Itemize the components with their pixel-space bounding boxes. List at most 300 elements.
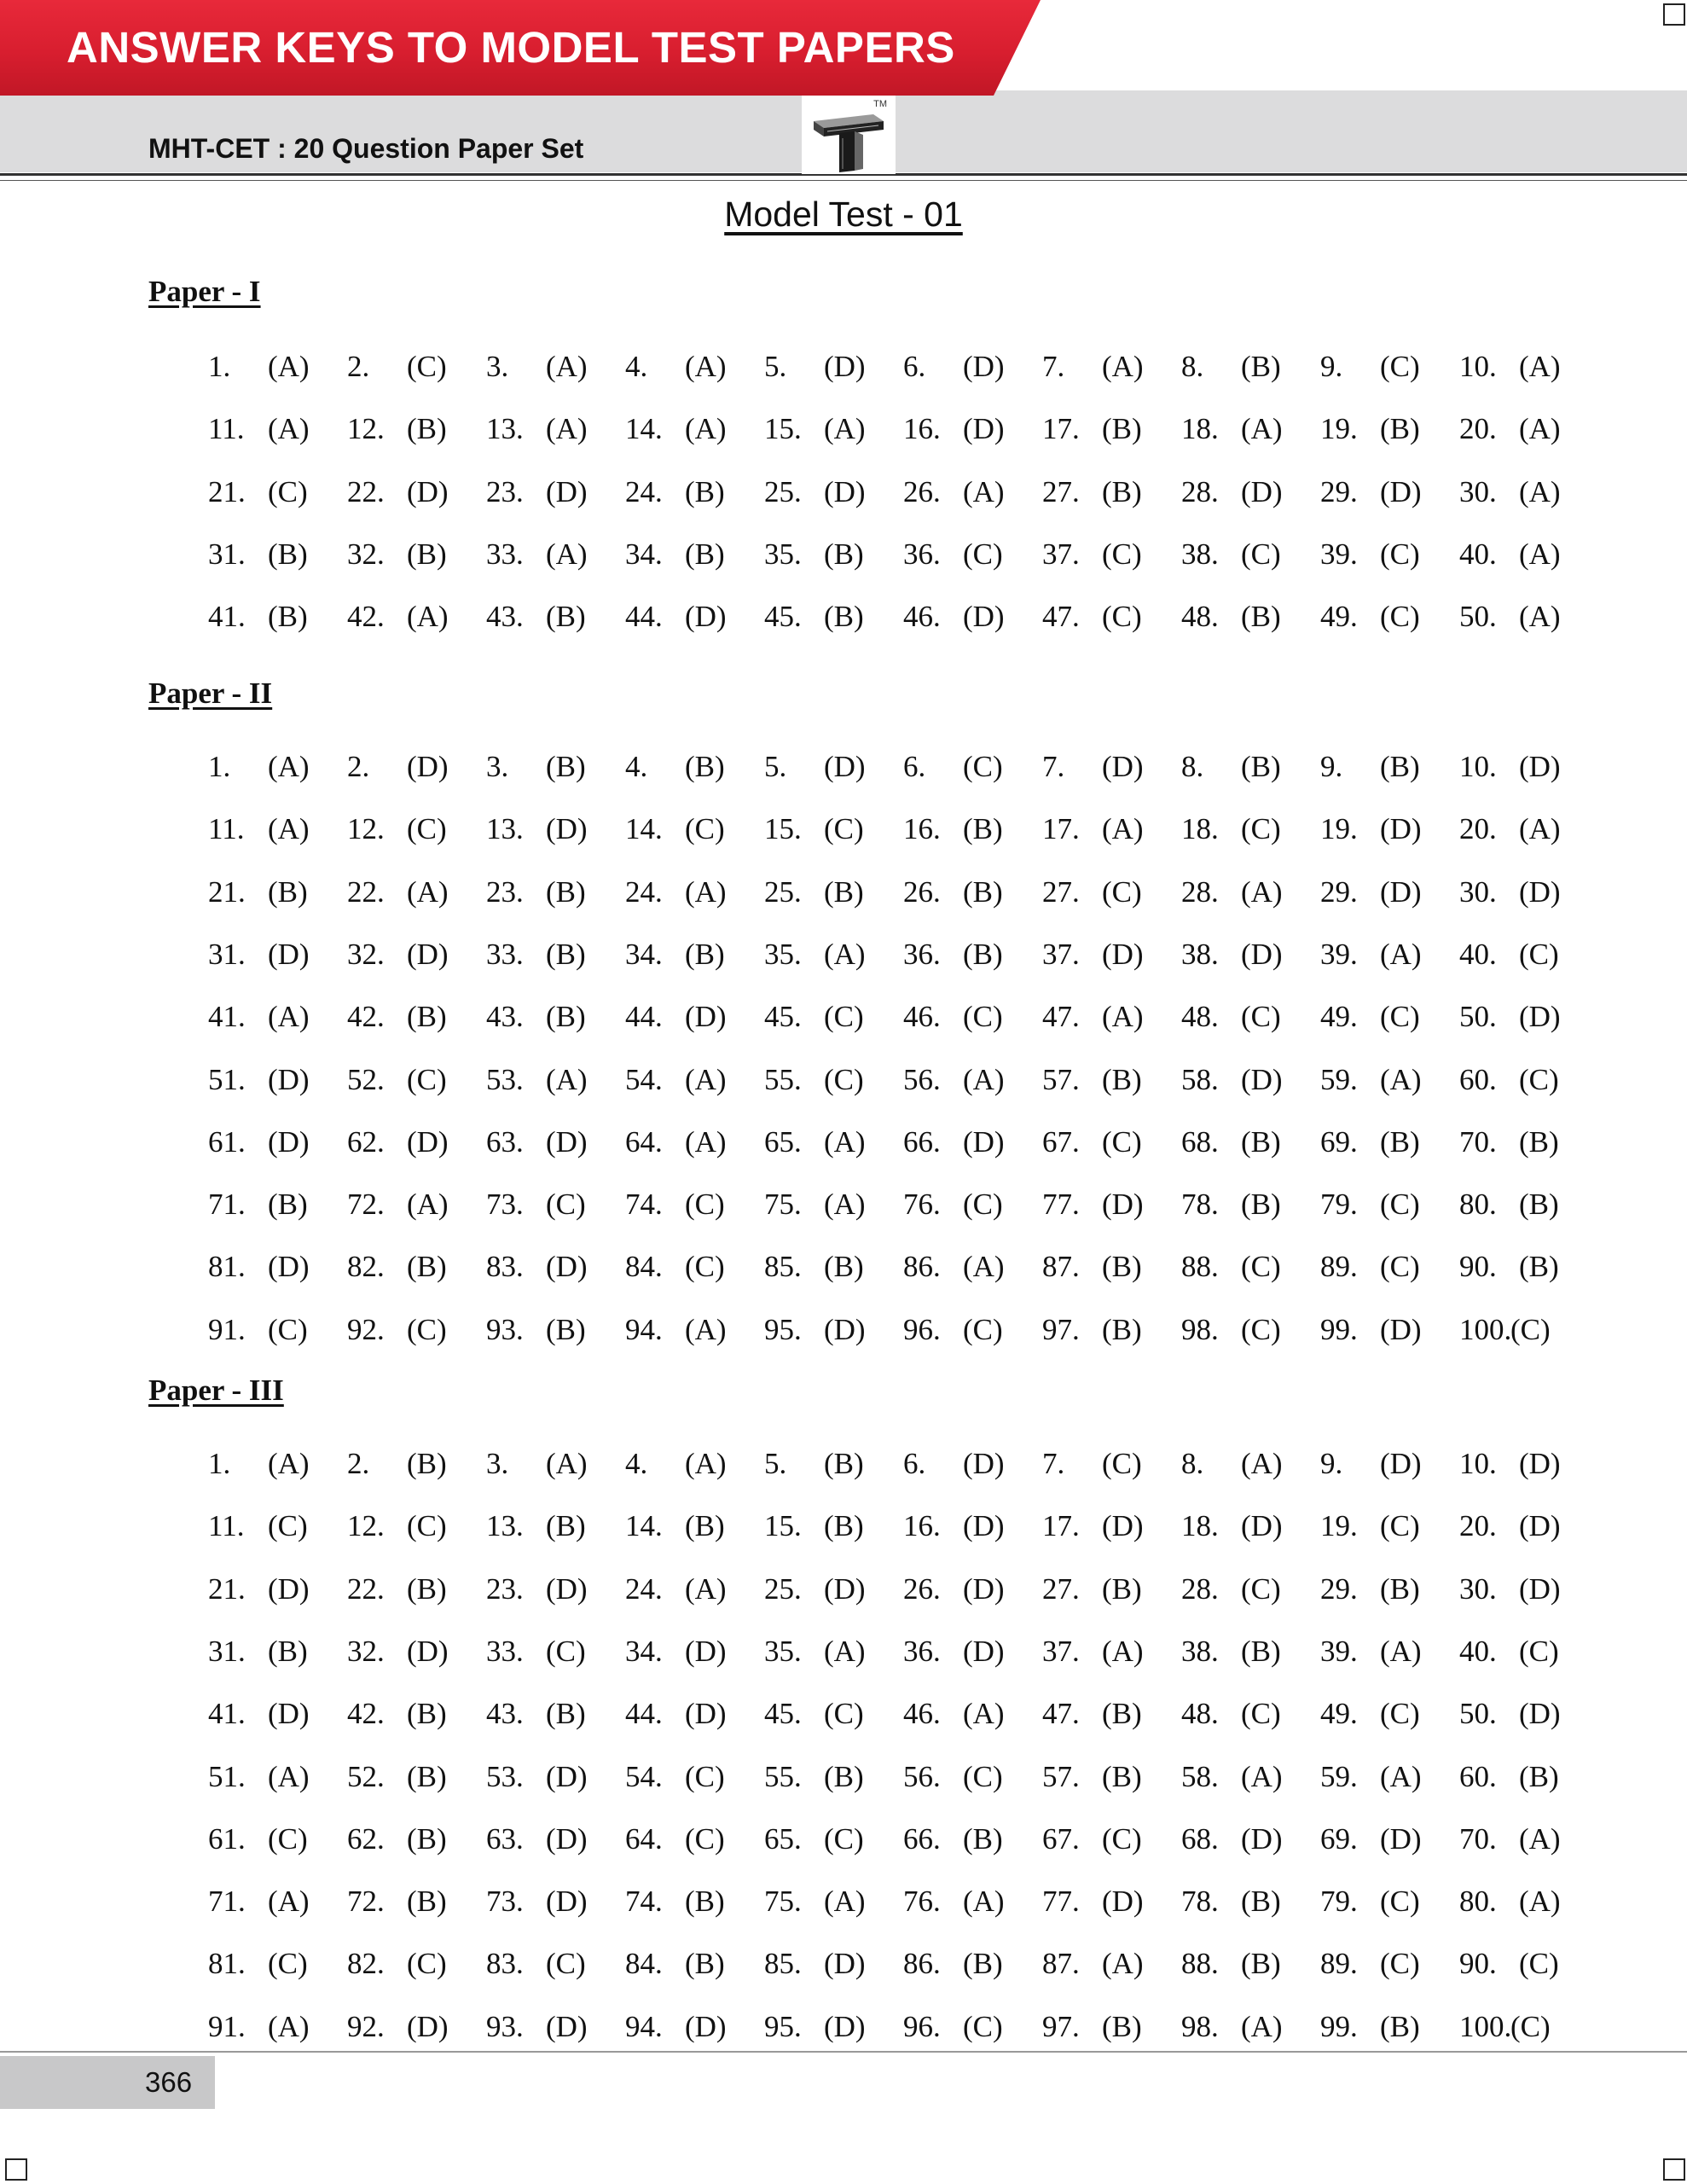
answer-option: (C) <box>1102 875 1142 909</box>
question-number: 43. <box>486 1697 524 1730</box>
question-number: 20. <box>1459 812 1497 845</box>
question-number: 22. <box>347 1572 385 1606</box>
answer-option: (A) <box>1519 600 1561 633</box>
answer-option: (A) <box>685 1313 727 1346</box>
question-number: 48. <box>1181 1000 1219 1033</box>
question-number: 15. <box>764 1509 802 1542</box>
answer-row <box>0 1063 1687 1106</box>
question-number: 63. <box>486 1822 524 1856</box>
question-number: 39. <box>1320 938 1358 971</box>
answer-option: (C) <box>546 1947 586 1980</box>
answer-option: (C) <box>685 1822 725 1856</box>
question-number: 14. <box>625 812 663 845</box>
answer-option: (A) <box>685 412 727 445</box>
answer-option: (B) <box>824 600 864 633</box>
answer-option: (B) <box>1519 1125 1559 1159</box>
answer-option: (C) <box>1380 537 1420 571</box>
question-number: 36. <box>903 537 941 571</box>
question-number: 38. <box>1181 938 1219 971</box>
answer-option: (B) <box>1102 2010 1142 2043</box>
question-number: 2. <box>347 350 370 383</box>
question-number: 70. <box>1459 1125 1497 1159</box>
question-number: 36. <box>903 938 941 971</box>
answer-option: (B) <box>546 1697 586 1730</box>
answer-option: (B) <box>1241 350 1281 383</box>
answer-option: (B) <box>1102 1063 1142 1096</box>
question-number: 58. <box>1181 1063 1219 1096</box>
answer-option: (B) <box>1102 1572 1142 1606</box>
question-number: 51. <box>208 1760 246 1793</box>
answer-option: (A) <box>546 350 588 383</box>
footer-rule <box>0 2051 1687 2053</box>
question-number: 30. <box>1459 875 1497 909</box>
question-number: 94. <box>625 1313 663 1346</box>
question-number: 8. <box>1181 350 1204 383</box>
question-number: 84. <box>625 1947 663 1980</box>
banner-title: ANSWER KEYS TO MODEL TEST PAPERS <box>67 23 955 72</box>
question-number: 17. <box>1042 812 1080 845</box>
question-number: 18. <box>1181 812 1219 845</box>
question-number: 12. <box>347 812 385 845</box>
question-number: 58. <box>1181 1760 1219 1793</box>
question-number: 78. <box>1181 1188 1219 1221</box>
answer-row <box>0 1697 1687 1740</box>
answer-option: (C) <box>546 1188 586 1221</box>
answer-option: (B) <box>685 1947 725 1980</box>
question-number: 74. <box>625 1188 663 1221</box>
question-number: 21. <box>208 1572 246 1606</box>
question-number: 40. <box>1459 938 1497 971</box>
answer-option: (B) <box>1241 600 1281 633</box>
answer-option: (B) <box>546 1000 586 1033</box>
question-number: 90. <box>1459 1250 1497 1283</box>
question-number: 29. <box>1320 475 1358 508</box>
question-number: 42. <box>347 600 385 633</box>
question-number: 55. <box>764 1063 802 1096</box>
question-number: 81. <box>208 1250 246 1283</box>
question-number: 25. <box>764 475 802 508</box>
question-number: 67. <box>1042 1822 1080 1856</box>
answer-option: (B) <box>685 938 725 971</box>
answer-option: (D) <box>1519 1447 1561 1480</box>
question-number: 47. <box>1042 1697 1080 1730</box>
question-number: 83. <box>486 1947 524 1980</box>
answer-option: (A) <box>1519 412 1561 445</box>
question-number: 48. <box>1181 600 1219 633</box>
question-number: 83. <box>486 1250 524 1283</box>
answer-option: (D) <box>1102 1885 1144 1918</box>
answer-row <box>0 600 1687 642</box>
answer-option: (C) <box>268 1313 308 1346</box>
answer-row <box>0 875 1687 918</box>
question-number: 72. <box>347 1885 385 1918</box>
answer-option: (A) <box>1380 1760 1422 1793</box>
question-number: 1. <box>208 1447 231 1480</box>
trademark-mark: TM <box>873 99 887 109</box>
question-number: 93. <box>486 2010 524 2043</box>
question-number: 42. <box>347 1697 385 1730</box>
question-number: 27. <box>1042 875 1080 909</box>
question-number: 94. <box>625 2010 663 2043</box>
answer-option: (D) <box>268 1250 310 1283</box>
answer-option: (B) <box>407 1885 447 1918</box>
question-number: 96. <box>903 2010 941 2043</box>
answer-option: (C) <box>268 475 308 508</box>
question-number: 35. <box>764 537 802 571</box>
answer-option: (B) <box>685 475 725 508</box>
question-number: 92. <box>347 1313 385 1346</box>
answer-option: (B) <box>1380 1125 1420 1159</box>
question-number: 15. <box>764 812 802 845</box>
question-number: 45. <box>764 1000 802 1033</box>
answer-option: (D) <box>963 1509 1005 1542</box>
answer-option: (D) <box>1519 1572 1561 1606</box>
answer-option: (D) <box>824 1572 866 1606</box>
question-number: 19. <box>1320 812 1358 845</box>
answer-option: (A) <box>824 1125 866 1159</box>
answer-option: (C) <box>1241 1000 1281 1033</box>
question-number: 48. <box>1181 1697 1219 1730</box>
question-number: 6. <box>903 750 926 783</box>
question-number: 28. <box>1181 875 1219 909</box>
answer-option: (B) <box>963 1947 1003 1980</box>
answer-option: (B) <box>963 812 1003 845</box>
answer-option: (C) <box>1519 938 1559 971</box>
paper-heading: Paper - I <box>148 275 261 308</box>
question-number: 10. <box>1459 1447 1497 1480</box>
answer-row <box>0 1000 1687 1043</box>
answer-option: (C) <box>1380 1697 1420 1730</box>
question-number: 97. <box>1042 2010 1080 2043</box>
question-number: 49. <box>1320 600 1358 633</box>
question-number: 25. <box>764 1572 802 1606</box>
question-number: 55. <box>764 1760 802 1793</box>
question-number: 22. <box>347 875 385 909</box>
answer-option: (A) <box>1519 1885 1561 1918</box>
question-number: 35. <box>764 1635 802 1668</box>
answer-option: (D) <box>407 1635 449 1668</box>
question-number: 61. <box>208 1125 246 1159</box>
question-number: 63. <box>486 1125 524 1159</box>
answer-option: (B) <box>824 537 864 571</box>
answer-option: (D) <box>1380 1447 1422 1480</box>
answer-option: (D) <box>1241 1063 1283 1096</box>
crop-mark-top-right <box>1663 3 1685 26</box>
question-number: 37. <box>1042 537 1080 571</box>
question-number: 26. <box>903 1572 941 1606</box>
question-number: 60. <box>1459 1063 1497 1096</box>
answer-option: (B) <box>546 1313 586 1346</box>
answer-option: (D) <box>546 475 588 508</box>
question-number: 85. <box>764 1947 802 1980</box>
answer-option: (B) <box>407 1572 447 1606</box>
question-number: 4. <box>625 1447 648 1480</box>
question-number: 4. <box>625 350 648 383</box>
question-number: 15. <box>764 412 802 445</box>
question-number: 13. <box>486 812 524 845</box>
question-number: 40. <box>1459 537 1497 571</box>
paper-heading: Paper - II <box>148 677 273 710</box>
question-number: 35. <box>764 938 802 971</box>
question-number: 16. <box>903 1509 941 1542</box>
question-number: 64. <box>625 1125 663 1159</box>
answer-row <box>0 1125 1687 1168</box>
question-number: 72. <box>347 1188 385 1221</box>
answer-option: (C) <box>1380 350 1420 383</box>
question-number: 19. <box>1320 412 1358 445</box>
answer-option: (A) <box>546 537 588 571</box>
answer-option: (A) <box>1380 1635 1422 1668</box>
answer-option: (B) <box>407 1760 447 1793</box>
question-number: 14. <box>625 1509 663 1542</box>
question-number: 89. <box>1320 1250 1358 1283</box>
question-number: 73. <box>486 1885 524 1918</box>
question-number: 80. <box>1459 1188 1497 1221</box>
answer-option: (D) <box>546 1250 588 1283</box>
answer-option: (B) <box>546 600 586 633</box>
question-number: 50. <box>1459 1000 1497 1033</box>
answer-option: (A) <box>407 875 449 909</box>
answer-row <box>0 1447 1687 1490</box>
question-number: 9. <box>1320 350 1343 383</box>
answer-option: (C) <box>1519 1635 1559 1668</box>
question-number: 12. <box>347 1509 385 1542</box>
question-number: 12. <box>347 412 385 445</box>
answer-option: (D) <box>546 1822 588 1856</box>
question-number: 49. <box>1320 1000 1358 1033</box>
question-number: 2. <box>347 1447 370 1480</box>
answer-option: (C) <box>407 1947 447 1980</box>
answer-option: (D) <box>407 2010 449 2043</box>
answer-option: (D) <box>1241 938 1283 971</box>
question-number: 88. <box>1181 1250 1219 1283</box>
answer-option: (D) <box>963 350 1005 383</box>
question-number: 17. <box>1042 412 1080 445</box>
answer-option: (D) <box>685 2010 727 2043</box>
answer-option: (C) <box>407 1509 447 1542</box>
question-number: 31. <box>208 938 246 971</box>
answer-option: (B) <box>268 1188 308 1221</box>
answer-option: (A) <box>268 1447 310 1480</box>
question-number: 59. <box>1320 1063 1358 1096</box>
question-number: 95. <box>764 1313 802 1346</box>
answer-option: (A) <box>1380 1063 1422 1096</box>
question-number: 85. <box>764 1250 802 1283</box>
question-number: 33. <box>486 938 524 971</box>
answer-option: (A) <box>268 412 310 445</box>
answer-option: (B) <box>1241 1188 1281 1221</box>
answer-option: (B) <box>824 1509 864 1542</box>
answer-option: (C) <box>1380 600 1420 633</box>
answer-option: (D) <box>1519 1509 1561 1542</box>
answer-option: (A) <box>963 475 1005 508</box>
question-number: 56. <box>903 1760 941 1793</box>
answer-option: (D) <box>407 750 449 783</box>
answer-option: (D) <box>546 1572 588 1606</box>
question-number: 37. <box>1042 1635 1080 1668</box>
answer-row <box>0 1250 1687 1292</box>
answer-row <box>0 1313 1687 1356</box>
answer-option: (C) <box>1102 1447 1142 1480</box>
answer-option: (A) <box>1519 1822 1561 1856</box>
answer-option: (B) <box>824 1250 864 1283</box>
answer-option: (D) <box>1380 875 1422 909</box>
question-number: 14. <box>625 412 663 445</box>
answer-option: (A) <box>824 1885 866 1918</box>
answer-option: (A) <box>1519 537 1561 571</box>
question-number: 77. <box>1042 1885 1080 1918</box>
answer-option: (A) <box>685 875 727 909</box>
answer-option: (B) <box>407 1000 447 1033</box>
answer-option: (D) <box>1380 812 1422 845</box>
answer-option: (C) <box>824 1000 864 1033</box>
answer-option: (C) <box>1102 1822 1142 1856</box>
answer-option: (B) <box>407 1697 447 1730</box>
answer-option: (A) <box>268 812 310 845</box>
answer-option: (B) <box>1241 1885 1281 1918</box>
answer-option: (B) <box>1241 1635 1281 1668</box>
answer-option: (D) <box>1102 750 1144 783</box>
answer-option: (C) <box>1510 1313 1551 1346</box>
answer-option: (A) <box>407 1188 449 1221</box>
answer-option: (A) <box>268 1885 310 1918</box>
question-number: 62. <box>347 1822 385 1856</box>
answer-option: (C) <box>407 350 447 383</box>
question-number: 7. <box>1042 750 1065 783</box>
question-number: 68. <box>1181 1822 1219 1856</box>
question-number: 100. <box>1459 1313 1512 1346</box>
question-number: 79. <box>1320 1885 1358 1918</box>
question-number: 41. <box>208 600 246 633</box>
answer-row <box>0 812 1687 855</box>
answer-option: (D) <box>685 1000 727 1033</box>
answer-option: (D) <box>824 1313 866 1346</box>
answer-option: (B) <box>824 1447 864 1480</box>
answer-option: (A) <box>824 1188 866 1221</box>
question-number: 67. <box>1042 1125 1080 1159</box>
answer-option: (A) <box>963 1697 1005 1730</box>
answer-option: (D) <box>1380 1313 1422 1346</box>
answer-option: (A) <box>824 938 866 971</box>
question-number: 17. <box>1042 1509 1080 1542</box>
answer-row <box>0 750 1687 793</box>
question-number: 75. <box>764 1885 802 1918</box>
answer-option: (A) <box>1102 350 1144 383</box>
question-number: 80. <box>1459 1885 1497 1918</box>
answer-option: (D) <box>407 475 449 508</box>
answer-option: (D) <box>963 600 1005 633</box>
question-number: 40. <box>1459 1635 1497 1668</box>
answer-option: (C) <box>407 1063 447 1096</box>
question-number: 24. <box>625 475 663 508</box>
answer-option: (B) <box>1380 1572 1420 1606</box>
question-number: 42. <box>347 1000 385 1033</box>
question-number: 18. <box>1181 412 1219 445</box>
question-number: 28. <box>1181 1572 1219 1606</box>
question-number: 74. <box>625 1885 663 1918</box>
answer-option: (A) <box>1241 412 1283 445</box>
answer-option: (B) <box>1102 1313 1142 1346</box>
answer-option: (B) <box>963 1822 1003 1856</box>
question-number: 50. <box>1459 600 1497 633</box>
answer-option: (B) <box>268 875 308 909</box>
answer-option: (B) <box>1519 1188 1559 1221</box>
answer-option: (B) <box>407 412 447 445</box>
question-number: 5. <box>764 350 787 383</box>
question-number: 73. <box>486 1188 524 1221</box>
answer-option: (A) <box>1380 938 1422 971</box>
answer-option: (A) <box>546 412 588 445</box>
question-number: 53. <box>486 1063 524 1096</box>
answer-option: (D) <box>963 1125 1005 1159</box>
answer-option: (C) <box>1102 537 1142 571</box>
answer-option: (A) <box>685 1125 727 1159</box>
question-number: 16. <box>903 412 941 445</box>
question-number: 8. <box>1181 1447 1204 1480</box>
question-number: 34. <box>625 938 663 971</box>
question-number: 23. <box>486 475 524 508</box>
answer-option: (D) <box>963 1635 1005 1668</box>
question-number: 1. <box>208 750 231 783</box>
question-number: 53. <box>486 1760 524 1793</box>
answer-option: (C) <box>1241 1572 1281 1606</box>
answer-option: (C) <box>1102 1125 1142 1159</box>
answer-option: (B) <box>1241 1947 1281 1980</box>
question-number: 75. <box>764 1188 802 1221</box>
answer-option: (C) <box>1380 1000 1420 1033</box>
answer-option: (B) <box>685 750 725 783</box>
answer-option: (A) <box>1241 1760 1283 1793</box>
question-number: 100. <box>1459 2010 1512 2043</box>
answer-option: (D) <box>546 2010 588 2043</box>
answer-option: (A) <box>685 1572 727 1606</box>
answer-option: (B) <box>685 1885 725 1918</box>
question-number: 23. <box>486 875 524 909</box>
answer-option: (C) <box>1241 537 1281 571</box>
question-number: 45. <box>764 1697 802 1730</box>
answer-option: (D) <box>407 938 449 971</box>
answer-option: (C) <box>1241 1697 1281 1730</box>
answer-row <box>0 350 1687 392</box>
question-number: 65. <box>764 1822 802 1856</box>
question-number: 86. <box>903 1947 941 1980</box>
question-number: 96. <box>903 1313 941 1346</box>
question-number: 36. <box>903 1635 941 1668</box>
answer-option: (D) <box>685 600 727 633</box>
answer-option: (D) <box>1519 1000 1561 1033</box>
question-number: 51. <box>208 1063 246 1096</box>
answer-option: (C) <box>963 537 1003 571</box>
question-number: 9. <box>1320 750 1343 783</box>
question-number: 62. <box>347 1125 385 1159</box>
question-number: 50. <box>1459 1697 1497 1730</box>
answer-row <box>0 1572 1687 1615</box>
question-number: 20. <box>1459 412 1497 445</box>
answer-option: (B) <box>1380 412 1420 445</box>
question-number: 7. <box>1042 350 1065 383</box>
answer-option: (C) <box>963 1188 1003 1221</box>
answer-option: (C) <box>268 1509 308 1542</box>
answer-option: (C) <box>1380 1509 1420 1542</box>
question-number: 47. <box>1042 1000 1080 1033</box>
question-number: 84. <box>625 1250 663 1283</box>
answer-option: (D) <box>1102 1188 1144 1221</box>
question-number: 90. <box>1459 1947 1497 1980</box>
answer-option: (C) <box>1241 1313 1281 1346</box>
question-number: 45. <box>764 600 802 633</box>
answer-option: (B) <box>963 938 1003 971</box>
answer-option: (A) <box>268 350 310 383</box>
